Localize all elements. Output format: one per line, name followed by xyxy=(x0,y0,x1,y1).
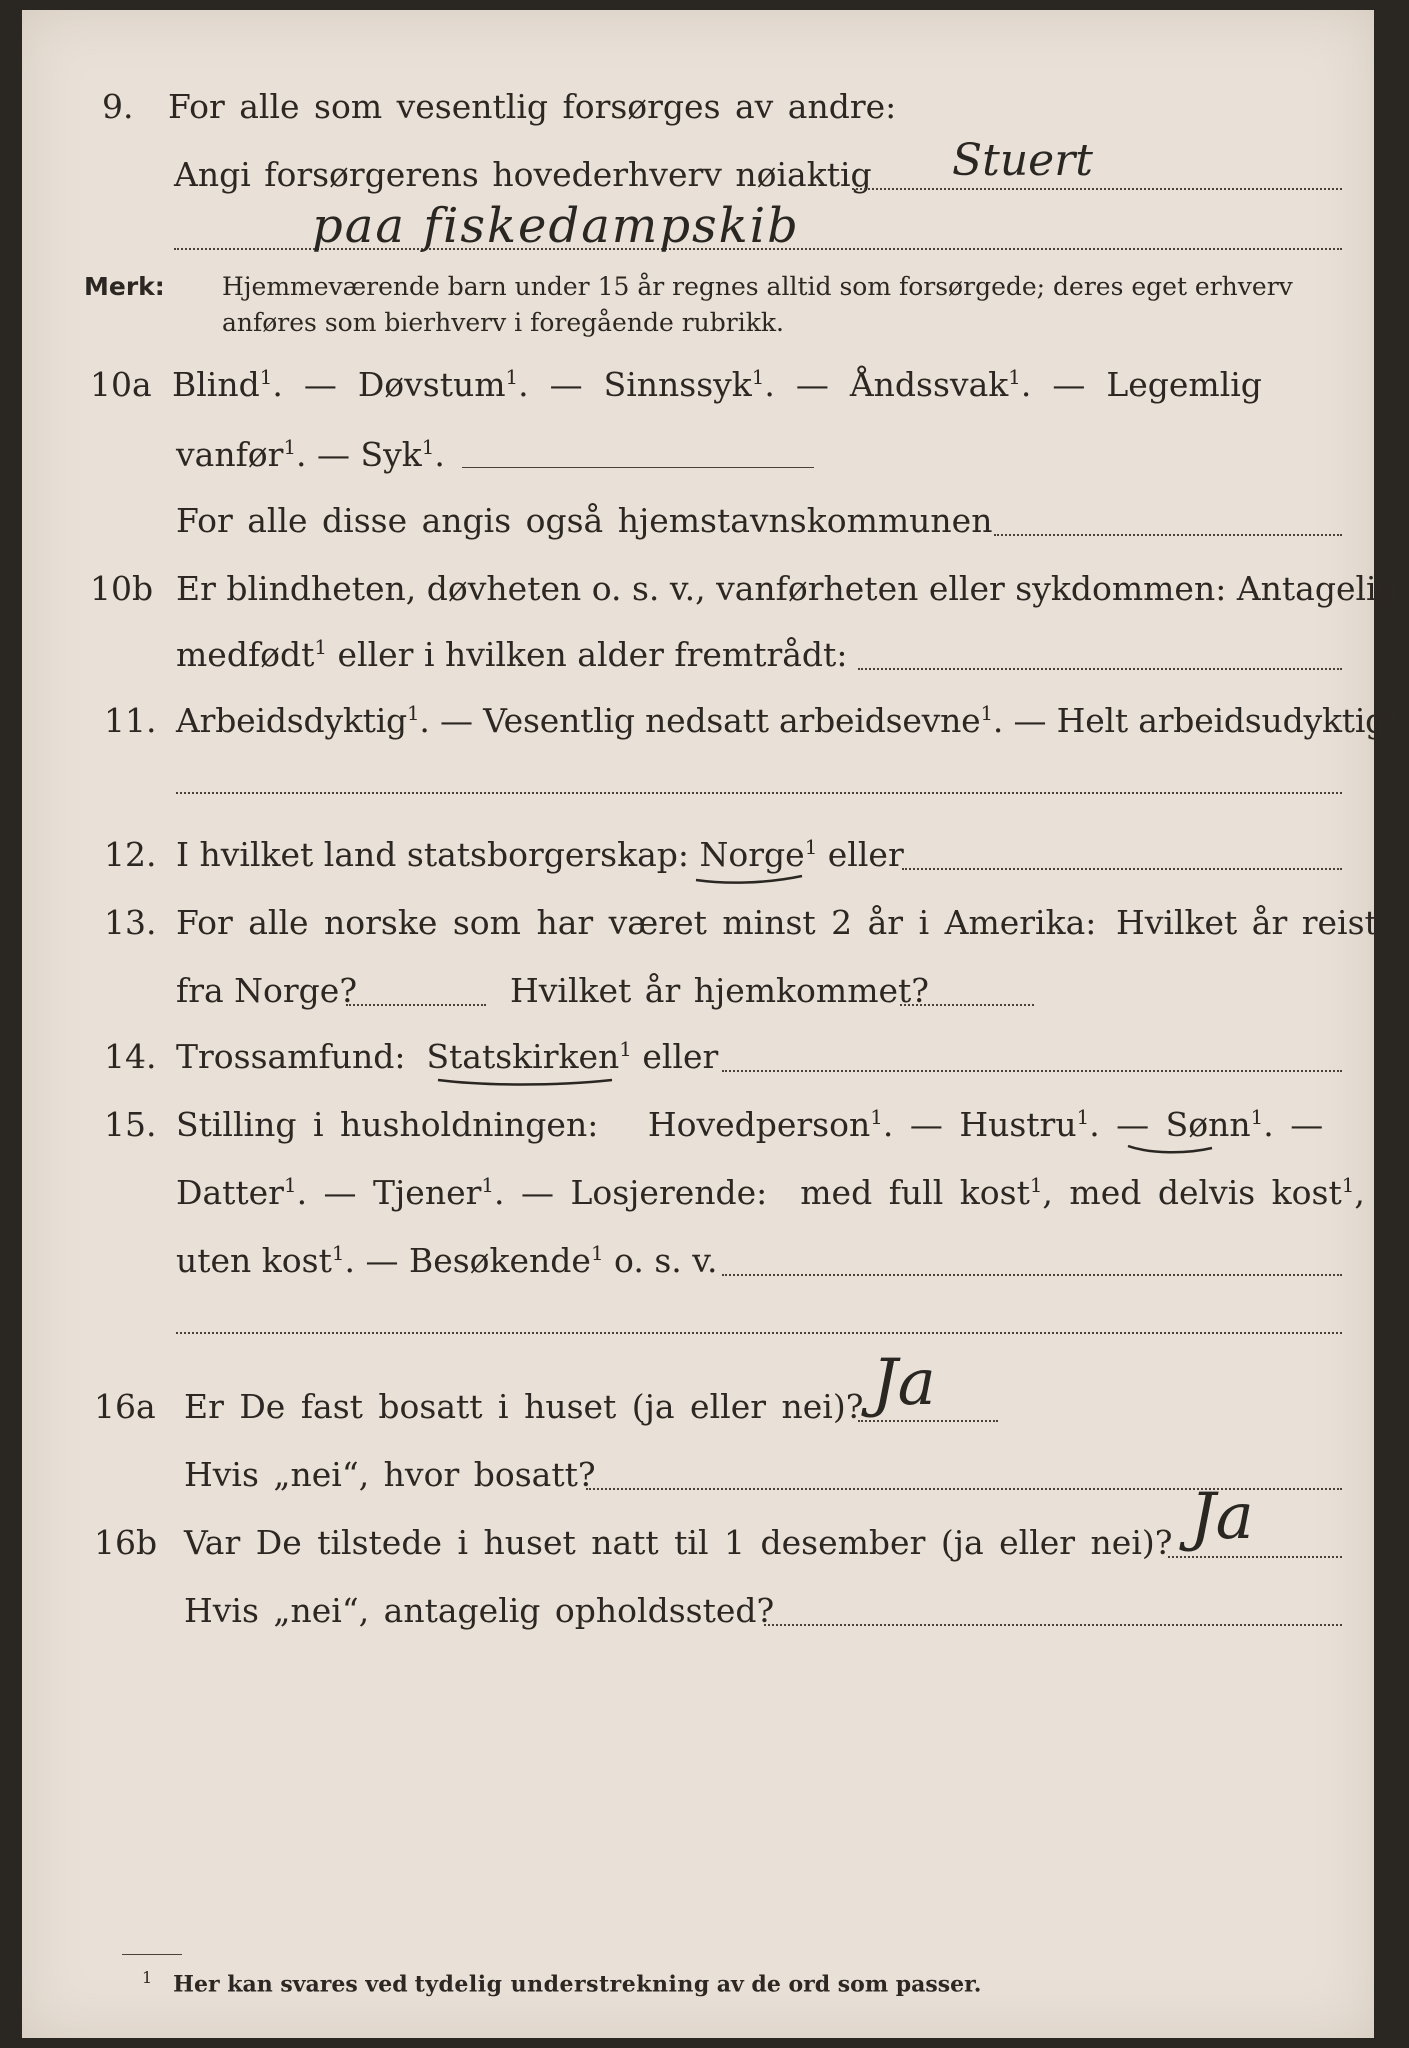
q16b-answer[interactable]: Ja xyxy=(1190,1480,1254,1554)
q11-line xyxy=(176,792,1342,794)
q13-line2a: fra Norge? xyxy=(176,971,358,1010)
q10a-number: 10a xyxy=(90,365,152,404)
q16b-line2: Hvis „nei“, antagelig opholdssted? xyxy=(184,1591,775,1630)
q16a-answer[interactable]: Ja xyxy=(872,1346,936,1420)
q13-hjemkommet-line xyxy=(900,1004,1034,1006)
sonn-underline xyxy=(1126,1142,1216,1156)
q16a-number: 16a xyxy=(94,1387,156,1426)
q15-line2: Datter$^1$. — Tjener$^1$. — Losjerende: med full kost$^1$, med delvis kost$^1$, xyxy=(176,1173,1365,1212)
q14-number: 14. xyxy=(104,1037,157,1076)
q9-line2: Angi forsørgerens hovederhverv nøiaktig xyxy=(174,155,872,194)
opt-tjener[interactable]: Tjener xyxy=(373,1173,482,1212)
q11-number: 11. xyxy=(104,701,157,740)
q12-number: 12. xyxy=(104,835,157,874)
opt-legemlig[interactable]: Legemlig xyxy=(1106,365,1262,404)
q13-line1b: Hvilket år reist xyxy=(1116,903,1378,942)
opt-arbeidsdyktig[interactable]: Arbeidsdyktig xyxy=(176,701,407,740)
q12-line xyxy=(902,868,1342,870)
q10b-number: 10b xyxy=(90,569,154,608)
opt-statskirken[interactable]: Statskirken xyxy=(426,1037,620,1076)
q16a-line2: Hvis „nei“, hvor bosatt? xyxy=(184,1455,596,1494)
opt-datter[interactable]: Datter xyxy=(176,1173,284,1212)
opt-norge[interactable]: Norge xyxy=(699,835,805,874)
q9-answer-1[interactable]: Stuert xyxy=(952,135,1093,186)
q10a-hjemstavn-line xyxy=(994,534,1342,536)
opt-dovstum[interactable]: Døvstum xyxy=(357,365,506,404)
opt-medfodt[interactable]: medfødt xyxy=(176,635,315,674)
opt-delvis-kost[interactable]: med delvis kost xyxy=(1069,1173,1342,1212)
q13-reist-line xyxy=(346,1004,486,1006)
opt-syk[interactable]: Syk xyxy=(360,435,422,474)
norge-underline xyxy=(694,872,806,886)
footnote-rule xyxy=(122,1954,182,1955)
merk-line2: anføres som bierhverv i foregående rubrikk. xyxy=(222,308,784,337)
q10b-line1: Er blindheten, døvheten o. s. v., vanførheten eller sykdommen: Antagelig xyxy=(176,569,1398,608)
opt-full-kost[interactable]: med full kost xyxy=(800,1173,1030,1212)
q9-line1: For alle som vesentlig forsørges av andre: xyxy=(168,87,897,126)
opt-uten-kost[interactable]: uten kost xyxy=(176,1241,332,1280)
q15-line-a xyxy=(722,1274,1342,1276)
opt-nedsatt[interactable]: Vesentlig nedsatt arbeidsevne xyxy=(483,701,981,740)
opt-vanfor[interactable]: vanfør xyxy=(176,435,284,474)
q14-line xyxy=(722,1070,1342,1072)
opt-udyktig[interactable]: Helt arbeidsudyktig xyxy=(1056,701,1387,740)
q13-number: 13. xyxy=(104,903,157,942)
q10a-line3: For alle disse angis også hjemstavnskommunen xyxy=(176,501,993,540)
census-form-page xyxy=(22,10,1409,2038)
q10a-line2: vanfør$^1$. — Syk$^1$. xyxy=(176,435,445,474)
q16b-opholdssted-line xyxy=(764,1624,1342,1626)
q16b-answer-line xyxy=(1168,1556,1342,1558)
opt-sonn[interactable]: Sønn xyxy=(1165,1105,1251,1144)
q16b-line1: Var De tilstede i huset natt til 1 desember (ja eller nei)? xyxy=(184,1523,1173,1562)
q9-number: 9. xyxy=(102,87,134,126)
q12-line1: I hvilket land statsborgerskap: Norge$^1$ eller xyxy=(176,835,904,874)
opt-sinnssyk[interactable]: Sinnssyk xyxy=(603,365,752,404)
q9-answer-line-1 xyxy=(852,188,1342,190)
q10b-alder-line xyxy=(858,668,1342,670)
q10b-line2: medfødt$^1$ eller i hvilken alder fremtrådt: xyxy=(176,635,848,674)
q13-line2b: Hvilket år hjemkommet? xyxy=(510,971,929,1010)
footnote: $^1$ Her kan svares ved tydelig understrekning av de ord som passer. xyxy=(142,1968,982,1998)
q16a-line1: Er De fast bosatt i huset (ja eller nei)? xyxy=(184,1387,864,1426)
opt-hovedperson[interactable]: Hovedperson xyxy=(647,1105,871,1144)
statskirken-underline xyxy=(436,1074,616,1088)
q14-line1: Trossamfund: Statskirken$^1$ eller xyxy=(176,1037,719,1076)
merk-line1: Hjemmeværende barn under 15 år regnes alltid som forsørgede; deres eget erhverv xyxy=(222,272,1293,301)
opt-andssvak[interactable]: Åndssvak xyxy=(849,365,1009,404)
q15-number: 15. xyxy=(104,1105,157,1144)
q15-line-b xyxy=(176,1332,1342,1334)
merk-label: Merk: xyxy=(84,272,165,301)
footnote-mark: 1 xyxy=(142,1968,153,1987)
q15-line3: uten kost$^1$. — Besøkende$^1$ o. s. v. xyxy=(176,1241,718,1280)
q9-answer-2[interactable]: paa fiskedampskib xyxy=(312,198,800,254)
opt-hustru[interactable]: Hustru xyxy=(959,1105,1077,1144)
q15-line1: Stilling i husholdningen: Hovedperson$^1$. — Hustru$^1$. — Sønn$^1$. — xyxy=(176,1105,1324,1144)
q10a-line1: Blind$^1$. — Døvstum$^1$. — Sinnssyk$^1$. — Åndssvak$^1$. — Legemlig xyxy=(172,365,1262,404)
q16a-answer-line xyxy=(858,1420,998,1422)
q11-line1: Arbeidsdyktig$^1$. — Vesentlig nedsatt arbeidsevne$^1$. — Helt arbeidsudyktig$^1$. xyxy=(176,701,1409,740)
q13-line1: For alle norske som har været minst 2 år i Amerika: xyxy=(176,903,1097,942)
q16b-number: 16b xyxy=(94,1523,158,1562)
q10a-syk-line xyxy=(462,467,814,468)
opt-blind[interactable]: Blind xyxy=(172,365,260,404)
opt-besokende[interactable]: Besøkende xyxy=(408,1241,591,1280)
